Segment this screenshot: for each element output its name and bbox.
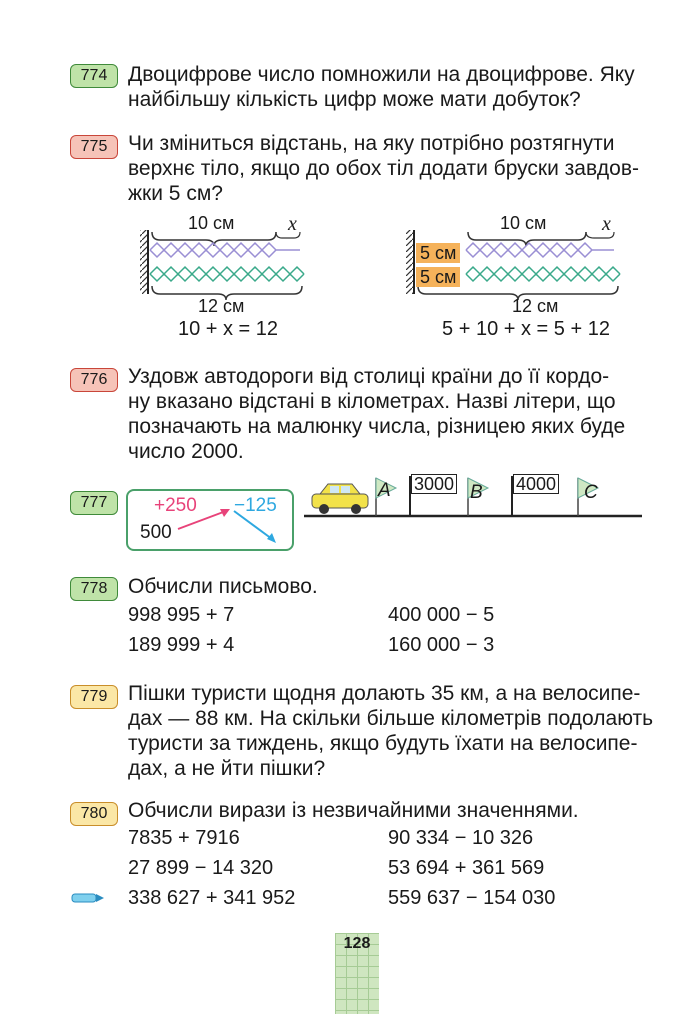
right-bottom-label: 12 см: [512, 296, 559, 316]
left-bottom-label: 12 см: [198, 296, 245, 316]
expr: 338 627 + 341 952: [128, 887, 296, 909]
sign-4000: 4000: [513, 474, 559, 494]
expr: 53 694 + 361 569: [388, 857, 545, 879]
task-776-line: Уздовж автодороги від столиці країни до її кордо-: [128, 365, 610, 388]
task-776-line: ну вказано відстані в кілометрах. Назві літери, що: [128, 390, 616, 413]
expr: 160 000 − 3: [388, 634, 495, 656]
spring-lower-right: [466, 267, 620, 281]
spring-lower-left: [150, 267, 304, 281]
wall-left: [140, 230, 148, 294]
flag-a-label: A: [378, 480, 391, 501]
task-776-number: 776: [70, 368, 118, 392]
right-top-label: 10 см: [500, 213, 547, 233]
expr: 400 000 − 5: [388, 604, 495, 626]
block-5cm-bottom: 5 см: [416, 267, 460, 287]
task-774-text: [128, 62, 642, 112]
flag-c-label: C: [584, 482, 598, 503]
expr: 189 999 + 4: [128, 634, 235, 656]
task-779-line: туристи за тиждень, якщо будуть їхати на велосипе-: [128, 732, 638, 755]
task-775-line: жки 5 см?: [128, 182, 223, 205]
task-776-line: позначають на малюнку числа, різницею яких буде: [128, 415, 626, 438]
expr: 7835 + 7916: [128, 827, 240, 849]
minus-label: −125: [234, 495, 277, 516]
left-x-label: x: [288, 213, 297, 235]
sign-3000: 3000: [411, 474, 457, 494]
left-equation: 10 + x = 12: [177, 318, 279, 340]
plus-label: +250: [154, 495, 197, 516]
task-779-line: дах — 88 км. На скільки більше кілометрів подолають: [128, 707, 654, 730]
task-776-line: число 2000.: [128, 440, 244, 463]
task-774-line: Двоцифрове число помножили на двоцифрове. Яку: [128, 63, 635, 86]
task-775-number: 775: [70, 135, 118, 159]
task-774-number: 774: [70, 64, 118, 88]
expr: 998 995 + 7: [128, 604, 235, 626]
expr: 27 899 − 14 320: [128, 857, 274, 879]
right-x-label: x: [602, 213, 611, 235]
task-778-title: Обчисли письмово.: [128, 575, 318, 598]
expr: 90 334 − 10 326: [388, 827, 534, 849]
task-780-number: 780: [70, 802, 118, 826]
start-value: 500: [140, 522, 172, 543]
wall-right: [406, 230, 414, 294]
task-779-line: дах, а не йти пішки?: [128, 757, 326, 780]
task-779-line: Пішки туристи щодня долають 35 км, а на велосипе-: [128, 682, 641, 705]
task-779-number: 779: [70, 685, 118, 709]
flag-b-label: B: [470, 482, 483, 503]
task-775-line: Чи зміниться відстань, на яку потрібно розтягнути: [128, 132, 615, 155]
task-779-text: [128, 681, 654, 781]
pencil-icon: [70, 890, 106, 906]
task-780-title: Обчисли вирази із незвичайними значеннями.: [128, 799, 579, 822]
task-775-text: [128, 131, 642, 206]
task-774-line: найбільшу кількість цифр може мати добуток?: [128, 88, 581, 111]
expr: 559 637 − 154 030: [388, 887, 556, 909]
task-777-number: 777: [70, 491, 118, 515]
task-778-number: 778: [70, 577, 118, 601]
block-5cm-top: 5 см: [416, 243, 460, 263]
task-775-line: верхнє тіло, якщо до обох тіл додати бруски завдов-: [128, 157, 639, 180]
right-equation: 5 + 10 + x = 5 + 12: [442, 318, 610, 340]
task-776-text: [128, 364, 642, 464]
car-icon: [312, 484, 368, 514]
spring-upper-right: [466, 243, 614, 257]
left-top-label: 10 см: [188, 213, 235, 233]
spring-upper-left: [150, 243, 300, 257]
page-number: 128: [343, 935, 371, 952]
